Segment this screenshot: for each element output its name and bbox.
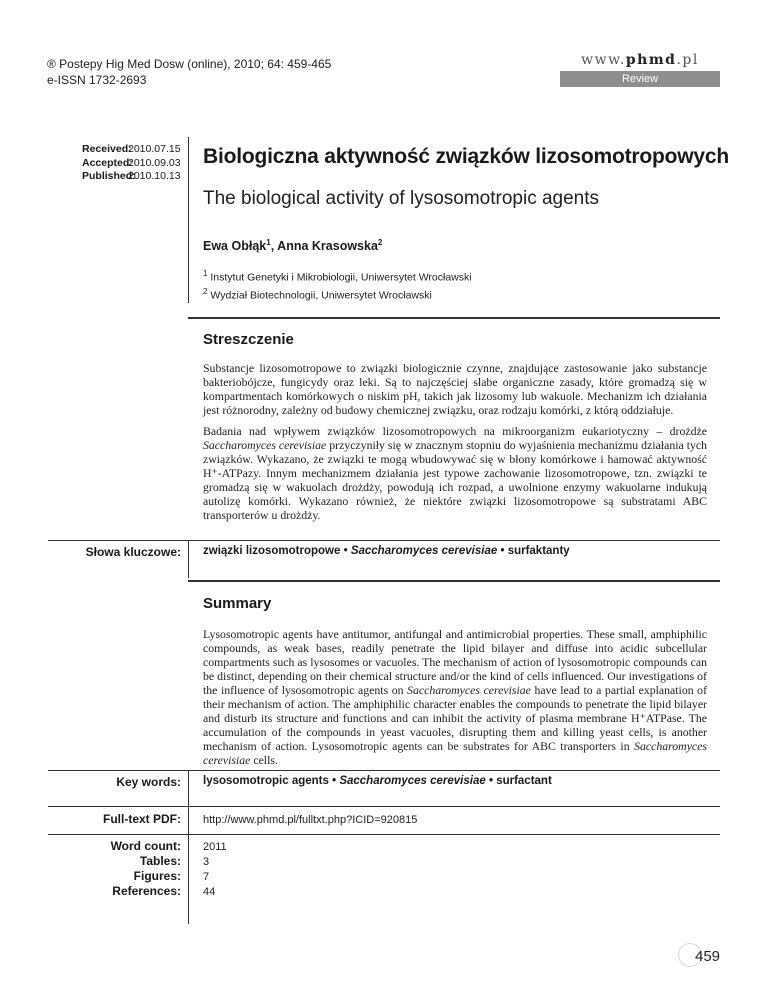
summary-rule [188,580,720,582]
summary-heading: Summary [203,595,272,612]
key-words-list: lysosomotropic agents • Saccharomyces cerevisiae • surfactant [203,775,552,787]
counts-values [203,840,227,900]
streszczenie-body [203,361,707,522]
streszczenie-rule [188,317,720,319]
keywords-divider [188,770,189,806]
affiliations [203,267,472,302]
tables-value: 3 [203,856,210,868]
counts-top-rule [48,834,720,835]
issn-line: e-ISSN 1732-2693 [47,73,147,87]
affiliation-1: $^1$ Instytut Genetyki i Mikrobiologii, Uniwersytet Wrocławski [203,269,472,284]
title-divider [188,137,189,303]
accepted-row: Accepted:2010.09.03 [82,156,181,169]
slowa-divider [188,540,189,578]
fulltext-divider [188,806,189,834]
fulltext-top-rule [48,806,720,807]
page-number: 459 [695,948,721,965]
article-type-badge: Review [560,71,720,87]
journal-citation [47,56,331,88]
citation-line: ® Postepy Hig Med Dosw (online), 2010; 64: 459-465 [47,57,332,71]
streszczenie-paragraph-1: Substancje lizosomotropowe to związki biologicznie czynne, znajdujące zastosowanie jako substancje bakteriobójcze, fungicydy oraz leki. Są to najczęściej słabe organiczne zasady, które gromadzą się w kompartmentach komórkowych o niskim pH, takich jak lizosomy lub wakuole. Mechanizm ich działania jest różnorodny, zależny od budowy chemicznej związku, oraz rodzaju komórki, z którą oddziałuje. [203,361,707,417]
word-count-value: 2011 [203,841,227,853]
title-english: The biological activity of lysosomotropic agents [203,188,600,209]
counts-divider [188,834,189,924]
slowa-kluczowe-list: związki lizosomotropowe • Saccharomyces cerevisiae • surfaktanty [203,545,570,557]
figures-value: 7 [203,871,210,883]
word-count-label: Word count: [110,839,181,853]
references-value: 44 [203,886,216,898]
references-label: References: [112,884,181,898]
key-words-label: Key words: [116,775,181,789]
published-row: Published:2010.10.13 [82,170,181,182]
counts-labels [48,839,181,899]
keywords-top-rule [48,770,720,771]
summary-paragraph: Lysosomotropic agents have antitumor, antifungal and antimicrobial properties. These small, amphiphilic compounds, as weak bases, readily penetrate the lipid bilayer and diffuse into acidic subcellular compartments such as lysosomes or vacuoles. The mechanism of action of lysosomotropic compounds can be distinct, depending on their chemical structure and/or the kind of cells influenced. Our investigations of the influence of lysosomotropic agents on Saccharomyces cerevisiae have lead to a partial explanation of their mechanism of action. The amphiphilic character enables the compounds to penetrate the lipid bilayer and disturb its structure and functions and can inhibit the activity of plasma membrane H⁺ATPase. The accumulation of the compounds in yeast vacuoles, disrupting them and killing yeast cells, is another mechanism of action. Lysosomotropic agents can be substrates for ABC transporters in Saccharomyces cerevisiae cells. [203,627,707,767]
journal-site-block [560,52,720,87]
title-polish: Biologiczna aktywność związków lizosomotropowych [203,145,729,168]
summary-body [203,627,707,767]
figures-label: Figures: [133,869,181,883]
slowa-kluczowe-label: Słowa kluczowe: [85,545,181,559]
slowa-top-rule [48,540,720,541]
streszczenie-heading: Streszczenie [203,331,294,348]
received-row: Received:2010.07.15 [82,143,181,155]
tables-label: Tables: [139,854,181,868]
authors: Ewa Obłąk$^1$, Anna Krasowska$^2$ [203,238,383,254]
streszczenie-paragraph-2: Badania nad wpływem związków lizosomotropowych na mikroorganizm eukariotyczny – drożdże Saccharomyces cerevisiae przyczyniły się w znacznym stopniu do wyjaśnienia mechanizmu działania tych związków. Wykazano, że związki te mogą wbudowywać się w błony komórkowe i hamować aktywność H⁺-ATPazy. Innym mechanizmem działania jest typowe zachowanie lizosomotropowe, tzn. związki te gromadzą się w wakuolach drożdży, powodują ich rozpad, a uwolnione enzymy wakuolarne indukują autolizę komórki. Wykazano również, że niektóre związki lizosomotropowe są substratami ABC transporterów u drożdży. [203,424,708,522]
journal-site-link[interactable]: www.phmd.pl [581,52,699,68]
fulltext-link[interactable]: http://www.phmd.pl/fulltxt.php?ICID=920815 [203,814,418,826]
fulltext-label: Full-text PDF: [103,812,181,826]
publication-dates [82,143,181,184]
affiliation-2: $^2$ Wydział Biotechnologii, Uniwersytet Wrocławski [203,286,432,301]
